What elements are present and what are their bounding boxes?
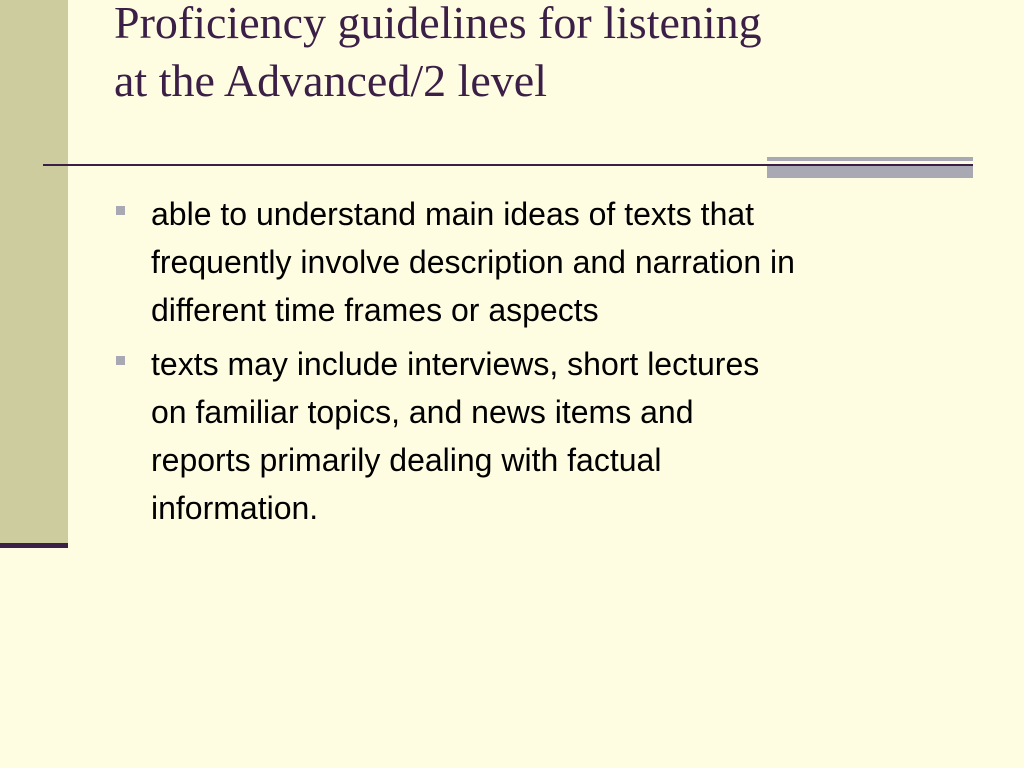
bullet-text-line: different time frames or aspects [151,292,599,328]
bullet-item [114,190,974,334]
title-accent-bar-bottom [767,166,973,178]
bullet-text-line: texts may include interviews, short lectures [151,346,760,382]
slide-title [114,0,994,110]
slide-title-line: Proficiency guidelines for listening [114,0,762,48]
slide-title-line: at the Advanced/2 level [114,55,548,106]
bullet-text-line: on familiar topics, and news items and [151,394,694,430]
bullet-text-line: frequently involve description and narration in [151,244,795,280]
square-bullet-icon [116,356,125,365]
bullet-text-line: information. [151,490,319,526]
bullet-item [114,340,974,532]
bullet-text-line: able to understand main ideas of texts that [151,196,755,232]
left-decorative-band [0,0,68,543]
title-accent-bar-top [767,157,973,161]
square-bullet-icon [116,206,125,215]
bullet-list [114,190,974,538]
left-band-accent-rule [0,543,68,548]
bullet-text-line: reports primarily dealing with factual [151,442,662,478]
